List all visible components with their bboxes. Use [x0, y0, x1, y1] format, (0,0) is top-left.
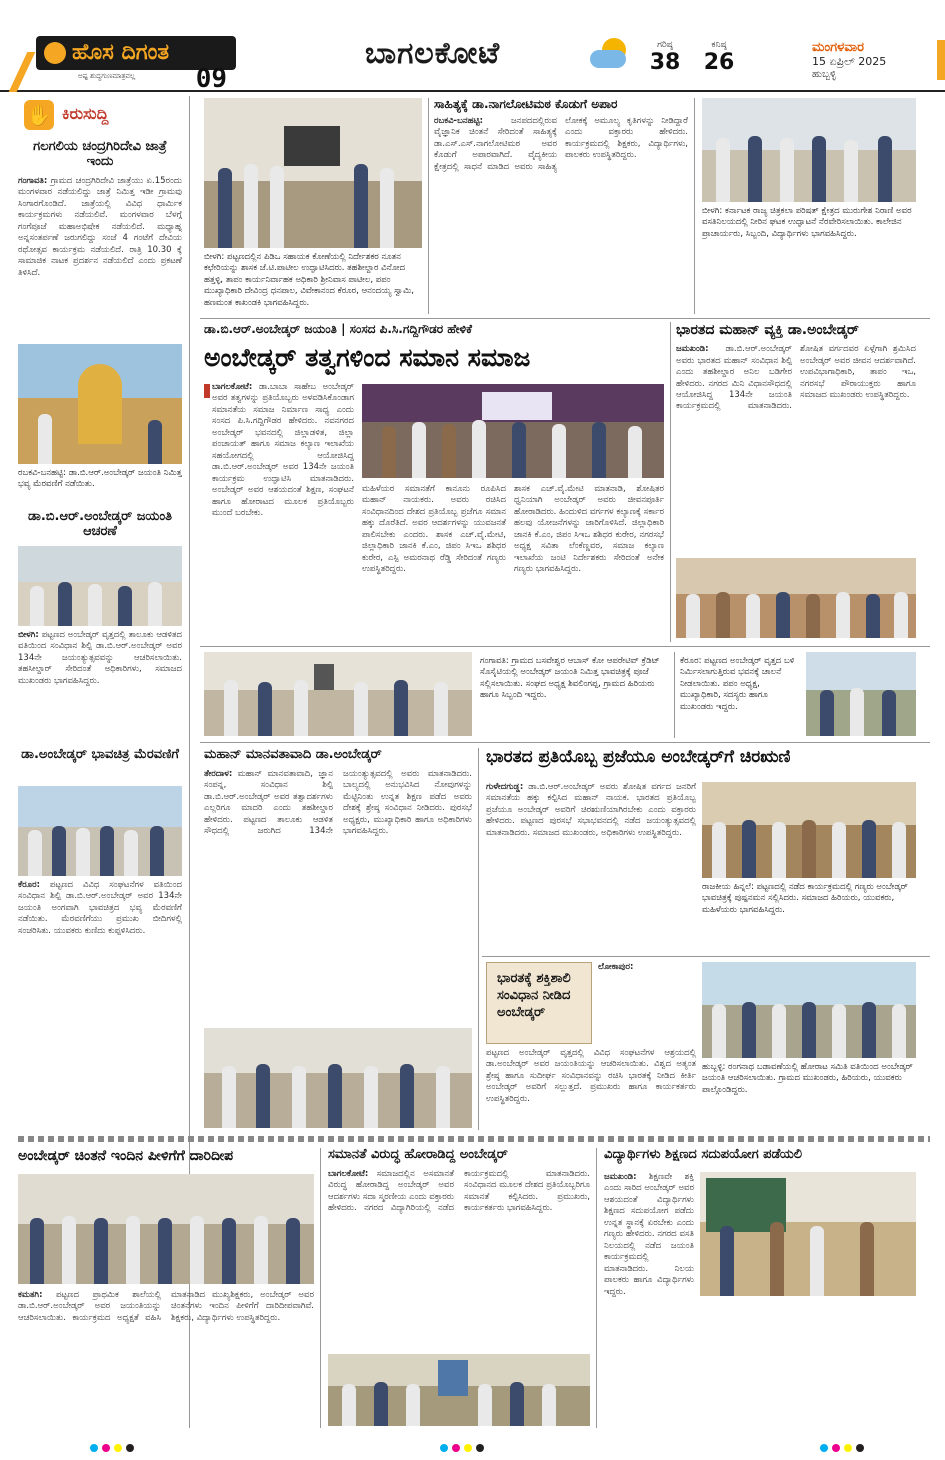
lead-banner	[204, 322, 666, 378]
masthead	[0, 0, 945, 92]
story-body: ಮಹಾನ್ ಮಾನವತಾವಾದಿ, ಜ್ಞಾನ ಸಂಪನ್ನ, ಸಂವಿಧಾನ ಶಿಲ್ಪಿ ಡಾ.ಬಿ.ಆರ್.ಅಂಬೇಡ್ಕರ್ ಅವರ ತತ್ವಾದರ್ಶಗಳು ಎಲ್ಲರಿಗೂ ಮಾದರಿ ಎಂದು ತಹಶೀಲ್ದಾರ ಹೇಳಿದರು. ಪಟ್ಟಣದ ತಾಲೂಕು ಆಡಳಿತ ಸೌಧದಲ್ಲಿ ಜರುಗಿದ 134ನೇ ಜಯಂತ್ಯುತ್ಸವದಲ್ಲಿ ಅವರು ಮಾತನಾಡಿದರು. ಬಾಲ್ಯದಲ್ಲಿ ಅನುಭವಿಸಿದ ನೋವುಗಳನ್ನು ಮೆಟ್ಟಿನಿಂತು ಉನ್ನತ ಶಿಕ್ಷಣ ಪಡೆದ ಅವರು ದೇಶಕ್ಕೆ ಶ್ರೇಷ್ಠ ಸಂವಿಧಾನ ನೀಡಿದರು. ಪುರಸಭೆ ಅಧ್ಯಕ್ಷರು, ಮುಖ್ಯಾಧಿಕಾರಿ ಹಾಗೂ ಅಧಿಕಾರಿಗಳು ಭಾಗವಹಿಸಿದ್ದರು.	[204, 768, 472, 837]
edition-place: ಹುಬ್ಬಳ್ಳಿ	[812, 69, 837, 80]
kirusuddi-header	[18, 96, 190, 134]
photo-caption: ಬೀಳಗಿ: ಕರ್ನಾಟಕ ರಾಜ್ಯ ಚಿತ್ರಕಲಾ ಪರಿಷತ್ ಕ್ಷೇತ್ರದ ಮುರುಗೇಶ ನಿರಾಣಿ ಅವರ ವಸತಿನಿಲಯದಲ್ಲಿ ನೀರಿನ ಘಟಕ ಉದ್ಘಾಟನೆ ನೆರವೇರಿಸಲಾಯಿತು. ಕಾಲೇಜಿನ ಪ್ರಾಚಾರ್ಯರು, ಸಿಬ್ಬಂದಿ, ವಿದ್ಯಾರ್ಥಿಗಳು ಭಾಗವಹಿಸಿದ್ದರು.	[702, 206, 912, 239]
city-name: ಬಾಗಲಕೋಟೆ	[365, 36, 501, 71]
print-registration-marks	[440, 1444, 484, 1452]
temp-max: ಗರಿಷ್ಠ 38	[649, 40, 681, 75]
issue-date: 15 ಏಪ್ರಿಲ್ 2025	[812, 55, 887, 68]
page-number: 09	[195, 64, 227, 94]
dateline: ಬೀಳಗಿ:	[18, 630, 39, 640]
quote-box	[486, 962, 592, 1044]
dateline: ಜಮಖಂಡಿ:	[676, 344, 709, 355]
weather-icon	[588, 36, 634, 72]
dateline: ಬಾಗಲಕೋಟೆ:	[328, 1168, 369, 1179]
lead-kicker: ಡಾ.ಬಿ.ಆರ್.ಅಂಬೇಡ್ಕರ್ ಜಯಂತಿ | ಸಂಸದ ಪಿ.ಸಿ.ಗದ್ದಿಗೌಡರ ಹೇಳಿಕೆ	[204, 322, 472, 336]
story-kerur	[18, 748, 182, 763]
photo-caption: ಬೀಳಗಿ: ಪಟ್ಟಣದಲ್ಲಿನ ಪಿಡಿಒ ಸಹಾಯಕ ಕೋಣೆಯಲ್ಲಿ ನಿರ್ದೇಶಕರ ನೂತನ ಕಛೇರಿಯನ್ನು ಶಾಸಕ ಜೆ.ಟಿ.ಪಾಟೀಲ ಉದ್ಘಾಟಿಸಿದರು. ತಹಶೀಲ್ದಾರ ವಿನೋದ ಹತ್ತಳ್ಳಿ, ತಾಪಂ ಕಾರ್ಯನಿರ್ವಾಹಕ ಅಧಿಕಾರಿ ಶ್ರೀನಿವಾಸ ಪಾಟೀಲ, ಪಪಂ ಮುಖ್ಯಾಧಿಕಾರಿ ದೇವಿಂದ್ರ ಧನಪಾಲ, ವಿವೇಕಾನಂದ ಕೆರೂರ, ಆನಂದಯ್ಯ ಸ್ವಾಮಿ, ಹಣಮಂತ ಕಾಖಂಡಕಿ ಭಾಗವಹಿಸಿದ್ದರು.	[204, 252, 414, 308]
photo-kamatagi	[18, 1174, 314, 1284]
print-registration-marks	[820, 1444, 864, 1452]
weekday: ಮಂಗಳವಾರ	[812, 40, 865, 55]
lead-body-col2: ಮಹಿಳೆಯರ ಸಮಾನತೆಗೆ ಕಾನೂನು ರೂಪಿಸಿದ ಮಹಾನ್ ನಾಯಕರು. ಅವರು ರಚಿಸಿದ ಸಂವಿಧಾನದಿಂದ ದೇಶದ ಪ್ರತಿಯೊಬ್ಬ ಪ್ರಜೆಗೂ ಸಮಾನ ಹಕ್ಕು ದೊರೆತಿದೆ. ಅವರ ಆದರ್ಶಗಳನ್ನು ಯುವಜನತೆ ಪಾಲಿಸಬೇಕು ಎಂದರು. ಶಾಸಕ ಎಚ್.ವೈ.ಮೇಟಿ, ಜಿಲ್ಲಾಧಿಕಾರಿ ಜಾನಕಿ ಕೆ.ಎಂ, ಜಿಪಂ ಸಿಇಒ ಶಶಿಧರ ಕುರೇರ, ಎಸ್ಪಿ ಅಮರನಾಥ ರೆಡ್ಡಿ ಸೇರಿದಂತೆ ಗಣ್ಯರು ಉಪಸ್ಥಿತರಿದ್ದರು.	[362, 484, 506, 575]
print-registration-marks	[90, 1444, 134, 1452]
headline: ಭಾರತದ ಪ್ರತಿಯೊಬ್ಬ ಪ್ರಜೆಯೂ ಅಂಬೇಡ್ಕರ್‌ಗೆ ಚಿರಋಣಿ	[486, 747, 791, 767]
photo-caption: ಕೆರೂರ: ಪಟ್ಟಣದ ಅಂಬೇಡ್ಕರ್ ವೃತ್ತದ ಬಳಿ ನಿರ್ಮಿಸಲಾಗುತ್ತಿರುವ ಭವನಕ್ಕೆ ಚಾಲನೆ ನೀಡಲಾಯಿತು. ಪಪಂ ಅಧ್ಯಕ್ಷ, ಮುಖ್ಯಾಧಿಕಾರಿ, ಸದಸ್ಯರು ಹಾಗೂ ಮುಖಂಡರು ಇದ್ದರು.	[680, 656, 795, 712]
photo-jamakhandi	[676, 558, 916, 638]
dateline: ಜಮಖಂಡಿ:	[604, 1172, 637, 1182]
story-body: ಪಟ್ಟಣದ ಅಂಬೇಡ್ಕರ್ ವೃತ್ತದಲ್ಲಿ ತಾಲೂಕು ಆಡಳಿತದ ವತಿಯಿಂದ ಸಂವಿಧಾನ ಶಿಲ್ಪಿ ಡಾ.ಬಿ.ಆರ್.ಅಂಬೇಡ್ಕರ್ ಅವರ 134ನೇ ಜಯಂತ್ಯುತ್ಸವವನ್ನು ಆಚರಿಸಲಾಯಿತು. ತಹಸೀಲ್ದಾರ್ ಸೇರಿದಂತೆ ಅಧಿಕಾರಿಗಳು, ಸಮಾಜದ ಮುಖಂಡರು ಭಾಗವಹಿಸಿದ್ದರು.	[18, 630, 182, 686]
story-bilagi	[18, 510, 182, 540]
photo-water-unit	[702, 98, 916, 202]
headline: ವಿದ್ಯಾರ್ಥಿಗಳು ಶಿಕ್ಷಣದ ಸದುಪಯೋಗ ಪಡೆಯಲಿ	[604, 1148, 803, 1162]
dateline: ತೇರದಾಳ:	[204, 768, 233, 779]
story-body: ಸಮಾಜದಲ್ಲಿನ ಅಸಮಾನತೆ ವಿರುದ್ಧ ಹೋರಾಡಿದ್ದ ಅಂಬೇಡ್ಕರ್ ಅವರ ಆದರ್ಶಗಳು ಸದಾ ಸ್ಮರಣೀಯ ಎಂದು ವಕ್ತಾರರು ಹೇಳಿದರು. ನಗರದ ವಿದ್ಯಾಗಿರಿಯಲ್ಲಿ ನಡೆದ ಕಾರ್ಯಕ್ರಮದಲ್ಲಿ ಮಾತನಾಡಿದರು. ಸಂವಿಧಾನದ ಮೂಲಕ ದೇಶದ ಪ್ರತಿಯೊಬ್ಬರಿಗೂ ಸಮಾನತೆ ಕಲ್ಪಿಸಿದರು. ಪ್ರಮುಖರು, ಕಾರ್ಯಕರ್ತರು ಭಾಗವಹಿಸಿದ್ದರು.	[328, 1168, 590, 1214]
photo-teradal	[204, 1028, 472, 1128]
story-nagalotimath	[434, 98, 688, 314]
story-manavatavadi	[204, 748, 472, 1020]
photo-bilagi	[18, 546, 182, 626]
story-body: ಶಿಕ್ಷಣವೇ ಶಕ್ತಿ ಎಂದು ಸಾರಿದ ಅಂಬೇಡ್ಕರ್ ಅವರ ಆಶಯದಂತೆ ವಿದ್ಯಾರ್ಥಿಗಳು ಶಿಕ್ಷಣದ ಸದುಪಯೋಗ ಪಡೆದು ಉನ್ನತ ಸ್ಥಾನಕ್ಕೆ ಏರಬೇಕು ಎಂದು ಗಣ್ಯರು ಹೇಳಿದರು. ನಗರದ ವಸತಿ ನಿಲಯದಲ್ಲಿ ನಡೆದ ಜಯಂತಿ ಕಾರ್ಯಕ್ರಮದಲ್ಲಿ ಮಾತನಾಡಿದರು. ನಿಲಯ ಪಾಲಕರು ಹಾಗೂ ವಿದ್ಯಾರ್ಥಿಗಳು ಇದ್ದರು.	[604, 1172, 694, 1297]
story-mahan-vyakti	[676, 322, 916, 642]
headline: ಸಾಹಿತ್ಯಕ್ಕೆ ಡಾ.ನಾಗಲೋಟಿಮಠ ಕೊಡುಗೆ ಅಪಾರ	[434, 98, 618, 111]
dateline: ಕಮತಗಿ:	[18, 1290, 43, 1300]
photo-caption: ರಬಕವಿ-ಬನಹಟ್ಟಿ: ಡಾ.ಬಿ.ಆರ್.ಅಂಬೇಡ್ಕರ್ ಜಯಂತಿ ನಿಮಿತ್ತ ಭವ್ಯ ಮೆರವಣಿಗೆ ನಡೆಯಿತು.	[18, 468, 182, 490]
story-body: ಪಟ್ಟಣದ ಪ್ರಾಥಮಿಕ ಶಾಲೆಯಲ್ಲಿ ಡಾ.ಬಿ.ಆರ್.ಅಂಬೇಡ್ಕರ್ ಅವರ ಜಯಂತಿಯನ್ನು ಆಚರಿಸಲಾಯಿತು. ಕಾರ್ಯಕ್ರಮದ ಅಧ್ಯಕ್ಷತೆ ವಹಿಸಿ ಮಾತನಾಡಿದ ಮುಖ್ಯಶಿಕ್ಷಕರು, ಅಂಬೇಡ್ಕರ್ ಅವರ ಚಿಂತನೆಗಳು ಇಂದಿನ ಪೀಳಿಗೆಗೆ ದಾರಿದೀಪವಾಗಿವೆ. ಶಿಕ್ಷಕರು, ವಿದ್ಯಾರ್ಥಿಗಳು ಉಪಸ್ಥಿತರಿದ್ದರು.	[18, 1290, 314, 1323]
story-body: ಡಾ.ಬಾಬಾ ಸಾಹೇಬ ಅಂಬೇಡ್ಕರ್ ಅವರ ತತ್ವಗಳನ್ನು ಪ್ರತಿಯೊಬ್ಬರು ಅಳವಡಿಸಿಕೊಂಡಾಗ ಸಮಾನತೆಯ ಸಮಾಜ ನಿರ್ಮಾಣ ಸಾಧ್ಯ ಎಂದು ಸಂಸದ ಪಿ.ಸಿ.ಗದ್ದಿಗೌಡರ ಹೇಳಿದರು. ನವನಗರದ ಅಂಬೇಡ್ಕರ್ ಭವನದಲ್ಲಿ ಜಿಲ್ಲಾಡಳಿತ, ಜಿಲ್ಲಾ ಪಂಚಾಯತ್ ಹಾಗೂ ಸಮಾಜ ಕಲ್ಯಾಣ ಇಲಾಖೆಯ ಸಹಯೋಗದಲ್ಲಿ ಆಯೋಜಿಸಿದ್ದ ಡಾ.ಬಿ.ಆರ್.ಅಂಬೇಡ್ಕರ್ ಅವರ 134ನೇ ಜಯಂತಿ ಕಾರ್ಯಕ್ರಮ ಉದ್ಘಾಟಿಸಿ ಮಾತನಾಡಿದರು. ಅಂಬೇಡ್ಕರ್ ಅವರ ಆಶಯದಂತೆ ಶಿಕ್ಷಣ, ಸಂಘಟನೆ ಹಾಗೂ ಹೋರಾಟದ ಮೂಲಕ ಪ್ರತಿಯೊಬ್ಬರು ಮುಂದೆ ಬರಬೇಕು.	[212, 382, 354, 519]
section-title: ಕಿರುಸುದ್ದಿ	[62, 104, 109, 123]
lead-headline: ಅಂಬೇಡ್ಕರ್ ತತ್ವಗಳಿಂದ ಸಮಾನ ಸಮಾಜ	[204, 343, 531, 372]
photo-kerur-bhavan	[806, 652, 916, 736]
section-divider	[18, 1136, 930, 1142]
photo-guledagudda	[702, 782, 916, 878]
story-body: ಪಟ್ಟಣದ ವಿವಿಧ ಸಂಘಟನೆಗಳ ವತಿಯಿಂದ ಸಂವಿಧಾನ ಶಿಲ್ಪಿ ಡಾ.ಬಿ.ಆರ್.ಅಂಬೇಡ್ಕರ್ ಅವರ 134ನೇ ಜಯಂತಿ ಅಂಗವಾಗಿ ಭಾವಚಿತ್ರದ ಭವ್ಯ ಮೆರವಣಿಗೆ ನಡೆಯಿತು. ಮೆರವಣಿಗೆಯು ಪ್ರಮುಖ ಬೀದಿಗಳಲ್ಲಿ ಸಂಚರಿಸಿತು. ಯುವಕರು ಕುಣಿದು ಕುಪ್ಪಳಿಸಿದರು.	[18, 880, 182, 936]
edge-tab	[937, 40, 945, 80]
story-body: ಡಾ.ಬಿ.ಆರ್.ಅಂಬೇಡ್ಕರ್ ಅವರು ಭಾರತದ ಮಹಾನ್ ಸಂವಿಧಾನ ಶಿಲ್ಪಿ ಎಂದು ತಹಶೀಲ್ದಾರ ಅನಿಲ ಬಡಿಗೇರ ಹೇಳಿದರು. ನಗರದ ಮಿನಿ ವಿಧಾನಸೌಧದಲ್ಲಿ ಆಯೋಜಿಸಿದ್ದ 134ನೇ ಜಯಂತಿ ಕಾರ್ಯಕ್ರಮದಲ್ಲಿ ಮಾತನಾಡಿದರು. ಶೋಷಿತ ವರ್ಗದವರ ಏಳ್ಗೆಗಾಗಿ ಶ್ರಮಿಸಿದ ಅಂಬೇಡ್ಕರ್ ಅವರ ಜೀವನ ಆದರ್ಶವಾಗಿದೆ. ಉಪವಿಭಾಗಾಧಿಕಾರಿ, ತಾಪಂ ಇಒ, ನಗರಸಭೆ ಪೌರಾಯುಕ್ತರು ಹಾಗೂ ಸಮಾಜದ ಮುಖಂಡರು ಉಪಸ್ಥಿತರಿದ್ದರು.	[676, 344, 916, 412]
headline: ಭಾರತದ ಮಹಾನ್ ವ್ಯಕ್ತಿ ಡಾ.ಅಂಬೇಡ್ಕರ್	[676, 322, 859, 338]
brand-block	[18, 22, 233, 94]
dateline: ಗುಳೇದಗುಡ್ಡ:	[486, 782, 524, 792]
lead-body-col3: ಶಾಸಕ ಎಚ್.ವೈ.ಮೇಟಿ ಮಾತನಾಡಿ, ಶೋಷಿತರ ಧ್ವನಿಯಾಗಿ ಅಂಬೇಡ್ಕರ್ ಅವರು ಜೀವನಪೂರ್ತಿ ಹೋರಾಡಿದರು. ಹಿಂದುಳಿದ ವರ್ಗಗಳ ಕಲ್ಯಾಣಕ್ಕೆ ಸರ್ಕಾರ ಹಲವು ಯೋಜನೆಗಳನ್ನು ಜಾರಿಗೊಳಿಸಿದೆ. ಜಿಲ್ಲಾಧಿಕಾರಿ ಜಾನಕಿ ಕೆ.ಎಂ, ಜಿಪಂ ಸಿಇಒ ಶಶಿಧರ ಕುರೇರ, ನಗರಸಭೆ ಅಧ್ಯಕ್ಷ ಸವಿತಾ ಲೆಂಕೆಣ್ಣವರ, ಸಮಾಜ ಕಲ್ಯಾಣ ಇಲಾಖೆಯ ಜಂಟಿ ನಿರ್ದೇಶಕರು ಸೇರಿದಂತೆ ಅನೇಕ ಗಣ್ಯರು ಭಾಗವಹಿಸಿದ್ದರು.	[514, 484, 664, 575]
brand-name: ಹೊಸ ದಿಗಂತ	[36, 36, 236, 70]
story-chiraruni-header	[486, 748, 916, 778]
photo-caption: ಹುಬ್ಬಳ್ಳಿ: ರಂಗನಾಥ ಬಡಾವಣೆಯಲ್ಲಿ ಹೋರಾಟ ಸಮಿತಿ ವತಿಯಿಂದ ಅಂಬೇಡ್ಕರ್ ಜಯಂತಿ ಆಚರಿಸಲಾಯಿತು. ಗ್ರಾಮದ ಮುಖಂಡರು, ಹಿರಿಯರು, ಯುವಕರು ಪಾಲ್ಗೊಂಡಿದ್ದರು.	[702, 1062, 913, 1095]
headline: ಮಹಾನ್ ಮಾನವತಾವಾದಿ ಡಾ.ಅಂಬೇಡ್ಕರ್	[204, 748, 382, 762]
brand-tagline: ಅಷ್ಟ ಶುದ್ಧಗುಣಮಾತ್ರವಲ್ಲ	[78, 72, 136, 80]
photo-kerur	[18, 786, 182, 876]
photo-procession	[18, 344, 182, 464]
headline: ಡಾ.ಬಿ.ಆರ್.ಅಂಬೇಡ್ಕರ್ ಜಯಂತಿ ಆಚರಣೆ	[28, 509, 172, 539]
dateline: ಕೆರೂರ:	[18, 880, 40, 890]
photo-gangavati-society	[204, 652, 472, 736]
temp-min: ಕನಿಷ್ಠ 26	[703, 40, 735, 75]
headline: ಅಂಬೇಡ್ಕರ್ ಚಿಂತನೆ ಇಂದಿನ ಪೀಳಿಗೆಗೆ ದಾರಿದೀಪ	[18, 1148, 234, 1164]
dateline: ಗಂಗಾವತಿ:	[18, 175, 48, 186]
date-block	[812, 40, 932, 80]
headline: ಗಲಗಲಿಯ ಚಂದ್ರಗಿರಿದೇವಿ ಜಾತ್ರೆ ಇಂದು	[33, 139, 167, 169]
story-body: ಡಾ.ಬಿ.ಆರ್.ಅಂಬೇಡ್ಕರ್ ಅವರು ಶೋಷಿತ ವರ್ಗದ ಜನರಿಗೆ ಸಮಾನತೆಯ ಹಕ್ಕು ಕಲ್ಪಿಸಿದ ಮಹಾನ್ ನಾಯಕ. ಭಾರತದ ಪ್ರತಿಯೊಬ್ಬ ಪ್ರಜೆಯೂ ಅಂಬೇಡ್ಕರ್ ಅವರಿಗೆ ಚಿರಋಣಿಯಾಗಿರಬೇಕು ಎಂದು ವಕ್ತಾರರು ಹೇಳಿದರು. ಪಟ್ಟಣದ ಪುರಸಭೆ ಸಭಾಭವನದಲ್ಲಿ ನಡೆದ ಜಯಂತ್ಯುತ್ಸವದಲ್ಲಿ ಮಾತನಾಡಿದರು. ಸಮಾಜದ ಮುಖಂಡರು, ಅಧಿಕಾರಿಗಳು ಉಪಸ್ಥಿತರಿದ್ದರು.	[486, 782, 696, 838]
story-body: ಜನಪದದಲ್ಲಿರುವ ವೈಜ್ಞಾನಿಕ ಚಿಂತನೆ ಸೇರಿದಂತೆ ಸಾಹಿತ್ಯಕ್ಕೆ ಡಾ.ಎಸ್.ಎಸ್.ನಾಗಲೋಟಿಮಠ ಅವರ ಕೊಡುಗೆ ಅಪಾರವಾಗಿದೆ. ವೈದ್ಯಕೀಯ ಕ್ಷೇತ್ರದಲ್ಲಿ ಸಾಧನೆ ಮಾಡಿದ ಅವರು ಸಾಹಿತ್ಯ ಲೋಕಕ್ಕೆ ಅಮೂಲ್ಯ ಕೃತಿಗಳನ್ನು ನೀಡಿದ್ದಾರೆ ಎಂದು ವಕ್ತಾರರು ಹೇಳಿದರು. ಕಾರ್ಯಕ್ರಮದಲ್ಲಿ ಶಿಕ್ಷಕರು, ವಿದ್ಯಾರ್ಥಿಗಳು, ಪಾಲಕರು ಉಪಸ್ಥಿತರಿದ್ದರು.	[434, 115, 688, 172]
chiraruni-body	[486, 782, 696, 952]
dateline: ರಬಕವಿ-ಬನಹಟ್ಟಿ:	[434, 115, 484, 126]
hand-icon: ✋	[24, 100, 54, 130]
story-body: ಗ್ರಾಮದ ಚಂದ್ರಗಿರಿದೇವಿ ಜಾತ್ರೆಯು ಏ.15ರಂದು ಮಂಗಳವಾರ ನಡೆಯಲಿದ್ದು ಜಾತ್ರೆ ನಿಮಿತ್ತ ಇಡೀ ಗ್ರಾಮವು ಸಿಂಗಾರಗೊಂಡಿದೆ. ಜಾತ್ರೆಯಲ್ಲಿ ವಿವಿಧ ಧಾರ್ಮಿಕ ಕಾರ್ಯಕ್ರಮಗಳು ನಡೆಯಲಿವೆ. ಮಂಗಳವಾರ ಬೆಳಗ್ಗೆ ಗಂಗೆಪೂಜೆ ಮಹಾಅಭಿಷೇಕ ನಡೆಯಲಿದೆ. ಮಧ್ಯಾಹ್ನ ಅನ್ನಸಂತರ್ಪಣೆ ಜರುಗಲಿದ್ದು ಸಂಜೆ 4 ಗಂಟೆಗೆ ದೇವಿಯ ರಥೋತ್ಸವ ಕಾರ್ಯಕ್ರಮ ನಡೆಯಲಿದೆ. ರಾತ್ರಿ 10.30 ಕ್ಕೆ ಸಾಮಾಜಿಕ ನಾಟಕ ಪ್ರದರ್ಶನ ನಡೆಯಲಿದೆ ಎಂದು ಪ್ರಕಟಣೆ ತಿಳಿಸಿದೆ.	[18, 175, 182, 278]
quote-story-intro	[598, 962, 698, 1044]
lead-body-col1	[212, 382, 354, 642]
photo-lead-event	[362, 384, 664, 478]
brand-logo-icon	[44, 42, 66, 64]
quote-story-body: ಪಟ್ಟಣದ ಅಂಬೇಡ್ಕರ್ ವೃತ್ತದಲ್ಲಿ ವಿವಿಧ ಸಂಘಟನೆಗಳ ಆಶ್ರಯದಲ್ಲಿ ಡಾ.ಅಂಬೇಡ್ಕರ್ ಅವರ ಜಯಂತಿಯನ್ನು ಆಚರಿಸಲಾಯಿತು. ವಿಶ್ವದ ಅತ್ಯಂತ ಶ್ರೇಷ್ಠ ಹಾಗೂ ಸುದೀರ್ಘ ಸಂವಿಧಾನವನ್ನು ರಚಿಸಿ ಭಾರತಕ್ಕೆ ನೀಡಿದ ಕೀರ್ತಿ ಅಂಬೇಡ್ಕರ್ ಅವರಿಗೆ ಸಲ್ಲುತ್ತದೆ. ಪ್ರಮುಖರು ಹಾಗೂ ಕಾರ್ಯಕರ್ತರು ಉಪಸ್ಥಿತರಿದ್ದರು.	[486, 1048, 696, 1104]
quote-text: ಭಾರತಕ್ಕೆ ಶಕ್ತಿಶಾಲಿ ಸಂವಿಧಾನ ನೀಡಿದ ಅಂಬೇಡ್ಕರ್	[497, 971, 571, 1020]
headline: ಡಾ.ಅಂಬೇಡ್ಕರ್ ಭಾವಚಿತ್ರ ಮೆರವಣಿಗೆ	[21, 747, 179, 762]
story-daarideepa	[18, 1148, 314, 1428]
photo-caption: ಗಂಗಾವತಿ: ಗ್ರಾಮದ ಬಸವೇಶ್ವರ ಆಬಾಸ್ ಕೋ ಆಪರೇಟಿವ್ ಕ್ರೆಡಿಟ್ ಸೊಸೈಟಿಯಲ್ಲಿ ಅಂಬೇಡ್ಕರ್ ಜಯಂತಿ ನಿಮಿತ್ತ ಭಾವಚಿತ್ರಕ್ಕೆ ಪೂಜೆ ಸಲ್ಲಿಸಲಾಯಿತು. ಸಂಘದ ಅಧ್ಯಕ್ಷ ಶಿವಲಿಂಗಪ್ಪ, ಗ್ರಾಮದ ಹಿರಿಯರು ಹಾಗೂ ಸಿಬ್ಬಂದಿ ಇದ್ದರು.	[480, 656, 660, 701]
photo-caption: ರಾಜಕೀಯ ಹಿನ್ನಲೆ: ಪಟ್ಟಣದಲ್ಲಿ ನಡೆದ ಕಾರ್ಯಕ್ರಮದಲ್ಲಿ ಗಣ್ಯರು ಅಂಬೇಡ್ಕರ್ ಭಾವಚಿತ್ರಕ್ಕೆ ಪುಷ್ಪನಮನ ಸಲ್ಲಿಸಿದರು. ಸಮಾಜದ ಹಿರಿಯರು, ಯುವಕರು, ಮಹಿಳೆಯರು ಭಾಗವಹಿಸಿದ್ದರು.	[702, 882, 908, 915]
story-shikshana	[604, 1148, 916, 1428]
headline: ಸಮಾನತೆ ವಿರುದ್ಧ ಹೋರಾಡಿದ್ದ ಅಂಬೇಡ್ಕರ್	[328, 1148, 508, 1162]
photo-bagalkot-samanate	[328, 1354, 590, 1426]
photo-hostel	[700, 1172, 916, 1296]
story-samanate	[328, 1148, 590, 1428]
dateline: ಬಾಗಲಕೋಟೆ:	[212, 382, 253, 392]
story-galagali	[18, 140, 182, 326]
photo-hubli	[702, 962, 916, 1058]
photo-office-inauguration	[204, 98, 422, 248]
dateline: ಲೋಕಾಪುರ:	[598, 962, 634, 972]
